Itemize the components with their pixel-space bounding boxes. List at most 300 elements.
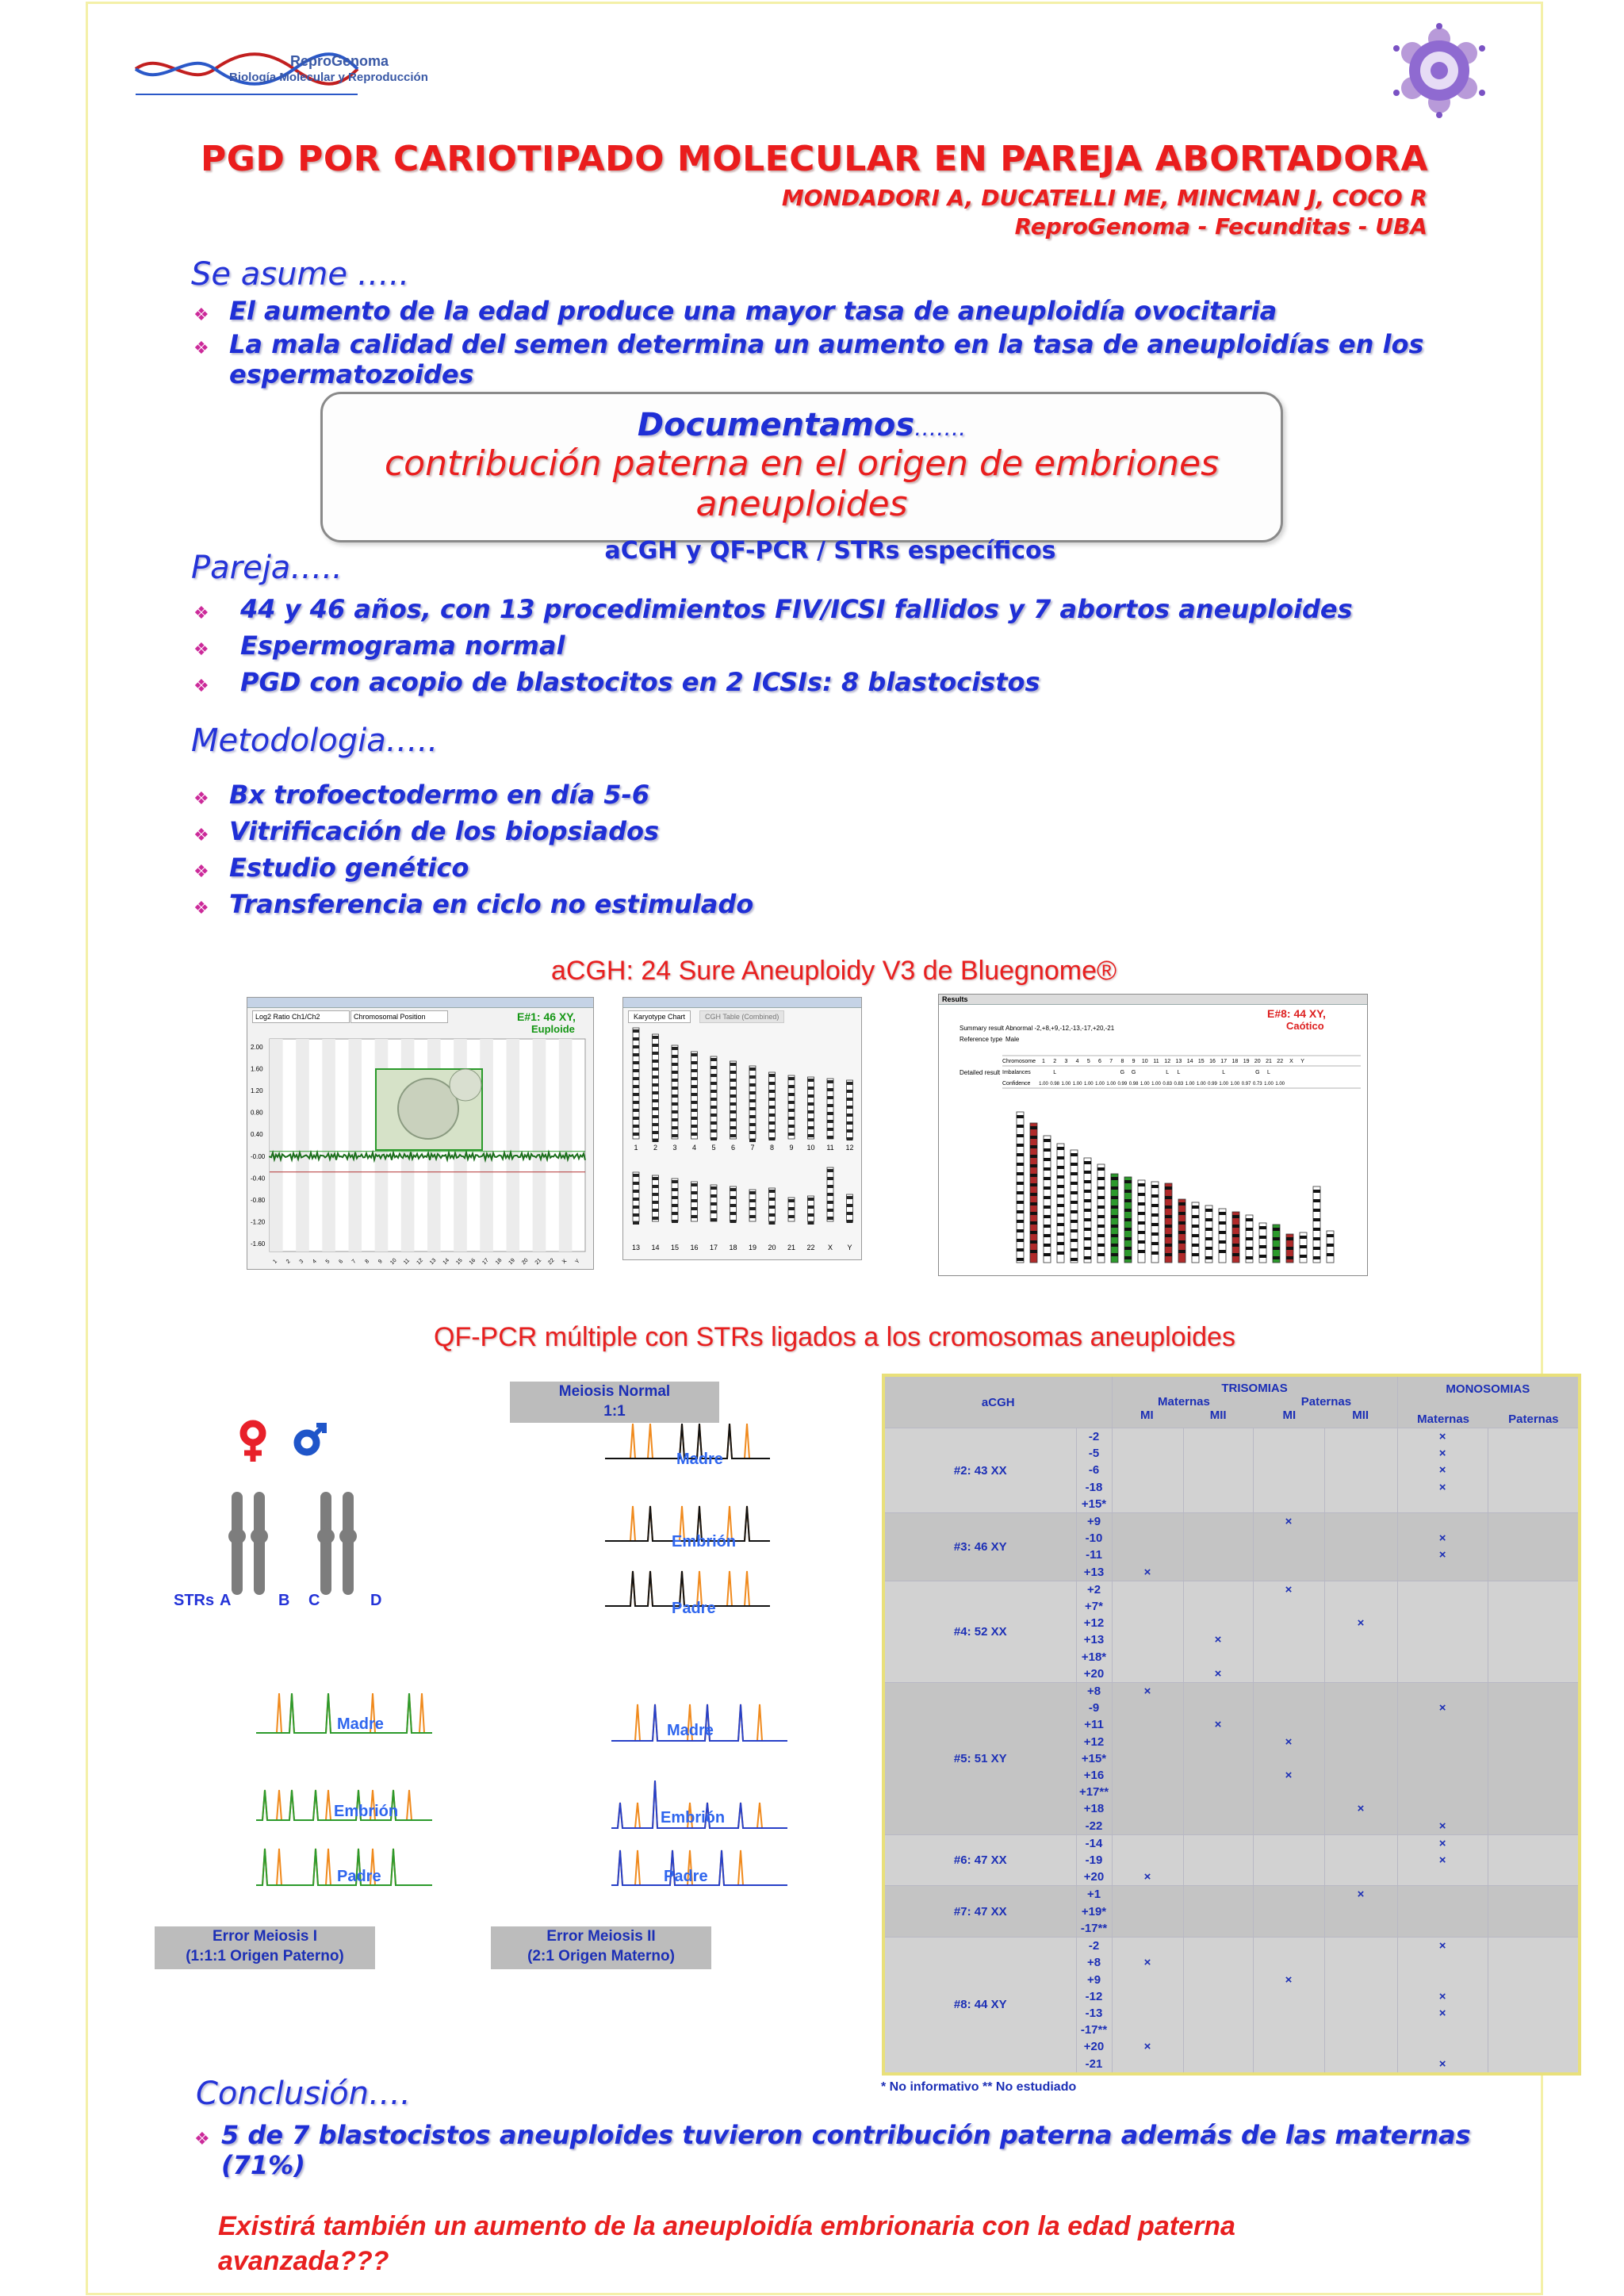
- confidence-value: 0.99: [1208, 1082, 1217, 1087]
- origin-mark: [1488, 1903, 1579, 1920]
- origin-mark: ×: [1285, 1515, 1293, 1529]
- x-tick-label: 3: [298, 1259, 305, 1265]
- chromosome-band: [633, 1085, 639, 1088]
- origin-mark: [1325, 1852, 1397, 1869]
- chromosome-band: [1071, 1229, 1078, 1232]
- chromosome-band: [788, 1207, 795, 1210]
- chromosome-band: [1030, 1126, 1037, 1129]
- chromosome-ideogram: [808, 1077, 814, 1139]
- chromosome-band: [1232, 1215, 1239, 1218]
- origin-mark: [1398, 1784, 1488, 1800]
- origin-mark: [1325, 1445, 1397, 1462]
- origin-mark: [1113, 1479, 1183, 1496]
- chromosome-band: [827, 1169, 833, 1172]
- x-tick-label: 14: [442, 1257, 451, 1267]
- chromosome-band: [672, 1094, 678, 1098]
- chromosome-band: [653, 1217, 659, 1220]
- pipette-icon: [450, 1069, 481, 1101]
- origin-mark: [1184, 1479, 1253, 1496]
- chromosome-band: [1273, 1247, 1280, 1250]
- chromosome-band: [827, 1088, 833, 1091]
- chromosome-band: [710, 1090, 717, 1093]
- chromosome-band: [1084, 1256, 1091, 1259]
- conclusion-question-line1: Existirá también un aumento de la aneuploidía embrionaria con la edad paterna: [218, 2211, 1235, 2241]
- origin-mark: [1488, 2038, 1579, 2055]
- origin-mark: [1113, 1750, 1183, 1767]
- origin-mark: [1184, 2022, 1253, 2038]
- origin-mark: [1325, 1598, 1397, 1615]
- origin-mark: [1488, 1972, 1579, 1988]
- chromosome-band: [730, 1079, 737, 1082]
- pareja-item: 44 y 46 años, con 13 procedimientos FIV/ICSI fallidos y 7 abortos aneuploides: [240, 594, 1353, 624]
- origin-mark: [1488, 1615, 1579, 1631]
- chromosome-band: [788, 1117, 795, 1120]
- x-tick-label: 10: [389, 1257, 398, 1267]
- trace-label-embrion: Embrión: [661, 1809, 726, 1826]
- chromosome-band: [749, 1199, 756, 1202]
- acgh-ratio-panel: [247, 997, 594, 1270]
- confidence-value: 1.00: [1185, 1082, 1195, 1087]
- chromosome-band: [1124, 1256, 1132, 1259]
- chromosome-value: +8: [1086, 1685, 1101, 1699]
- embryo-label: #2: 43 XX: [883, 1428, 1076, 1513]
- origin-mark: [1184, 1869, 1253, 1885]
- poster: [86, 2, 1559, 2295]
- chromosome-band: [296, 1039, 309, 1251]
- chromosome-band: [1192, 1225, 1199, 1228]
- origin-mark: [1488, 2005, 1579, 2022]
- chromosome-band: [691, 1207, 698, 1210]
- origin-mark: ×: [1143, 1956, 1151, 1970]
- origin-mark: [1184, 1852, 1253, 1869]
- origin-cell: [1112, 1683, 1183, 1835]
- chromosome-band: [710, 1202, 717, 1205]
- bullet-icon: ❖: [193, 339, 209, 358]
- table-row: [883, 1428, 1580, 1513]
- header-trisomias-label: TRISOMIAS: [1221, 1382, 1288, 1395]
- chromosome-band: [1097, 1253, 1105, 1256]
- chromosome-band: [1030, 1221, 1037, 1225]
- chromosome-band: [1273, 1237, 1280, 1240]
- ratio-plot: [247, 1029, 593, 1267]
- origin-mark: ×: [1438, 1853, 1446, 1868]
- chromosome-band: [808, 1134, 814, 1137]
- chromosome-band: [672, 1063, 678, 1066]
- subheader-maternas: Maternas: [1157, 1395, 1210, 1409]
- table-row: [883, 1581, 1580, 1682]
- chromosome-band: [847, 1212, 853, 1215]
- chromosome-header: 7: [1109, 1059, 1113, 1064]
- origin-mark: [1325, 1954, 1397, 1971]
- metodologia-item: Vitrificación de los biopsiados: [229, 816, 660, 846]
- chromosome-band: [1124, 1180, 1132, 1183]
- chromosome-band: [1232, 1225, 1239, 1228]
- origin-mark: [1488, 1649, 1579, 1665]
- origin-mark: [1113, 1734, 1183, 1750]
- chromosome-band: [1138, 1231, 1145, 1234]
- callout-line1: [323, 407, 1281, 443]
- origin-mark: [1184, 1835, 1253, 1852]
- confidence-value: 1.00: [1151, 1082, 1161, 1087]
- origin-mark: [1184, 1920, 1253, 1937]
- x-tick-label: 9: [377, 1259, 384, 1265]
- chromosome-value: +9: [1086, 1972, 1101, 1987]
- chromosome-band: [808, 1087, 814, 1090]
- origin-mark: [1325, 1903, 1397, 1920]
- chromosome-value: +16: [1083, 1769, 1105, 1783]
- origin-mark: [1254, 1988, 1324, 2005]
- chromosome-band: [1017, 1229, 1024, 1232]
- callout-documentamos: Documentamos: [637, 407, 915, 443]
- chromosome-band: [1246, 1256, 1253, 1259]
- chromosome-band: [847, 1204, 853, 1207]
- origin-mark: [1254, 1530, 1324, 1547]
- chromosome-band: [1071, 1172, 1078, 1175]
- chromosome-band: [672, 1102, 678, 1106]
- chromosome-values: [1076, 1834, 1112, 1886]
- summary-label: Summary result: [959, 1025, 1005, 1032]
- chromosome-value: +12: [1083, 1734, 1105, 1749]
- chromosome-band: [1165, 1253, 1172, 1256]
- origin-cell: [1253, 1513, 1324, 1581]
- origin-mark: [1325, 1631, 1397, 1648]
- bullet-icon: ❖: [193, 862, 209, 882]
- chromosome-band: [1071, 1248, 1078, 1251]
- chromosome-band: [769, 1205, 776, 1209]
- logo-name: ReproGenoma: [290, 53, 389, 69]
- chromosome-band: [1017, 1248, 1024, 1251]
- chromosome-value: +20: [1083, 1666, 1105, 1681]
- chromosome-band: [1071, 1191, 1078, 1194]
- chromosome-band: [1192, 1215, 1199, 1218]
- chromosome-header: 3: [1064, 1059, 1068, 1064]
- chromosome-band: [749, 1068, 756, 1071]
- bullet-icon: ❖: [193, 677, 209, 696]
- chromosome-band: [827, 1217, 833, 1220]
- chromosome-band: [672, 1079, 678, 1082]
- chromosome-band: [1057, 1213, 1064, 1217]
- origin-mark: [1254, 2056, 1324, 2072]
- origin-mark: [1398, 1903, 1488, 1920]
- confidence-value: 0.99: [1117, 1082, 1128, 1087]
- origin-mark: [1254, 1700, 1324, 1716]
- imbalance-value: G: [1255, 1070, 1260, 1075]
- origin-mark: [1184, 1938, 1253, 1954]
- str-letter-b: B: [278, 1592, 290, 1609]
- origin-mark: [1184, 1615, 1253, 1631]
- chromosome-band: [1259, 1226, 1266, 1229]
- origin-mark: ×: [1285, 1769, 1293, 1783]
- chromosome-band: [691, 1069, 698, 1072]
- chromosome-band: [788, 1077, 795, 1080]
- chromosome-label: 5: [711, 1144, 716, 1152]
- chromosome-band: [270, 1039, 283, 1251]
- aneuploidy-origin-table: [882, 1374, 1581, 2076]
- embryo-label: #4: 52 XX: [883, 1581, 1076, 1682]
- chromosome-band: [1111, 1196, 1118, 1199]
- chromosome-band: [847, 1090, 853, 1093]
- origin-cell: [1253, 1834, 1324, 1886]
- origin-mark: [1184, 1462, 1253, 1478]
- meiosis-normal-ratio: 1:1: [603, 1403, 626, 1420]
- chromosome-band: [827, 1177, 833, 1180]
- logo-subtitle: Biología Molecular y Reproducción: [229, 71, 428, 84]
- origin-mark: [1113, 1818, 1183, 1834]
- chromosome-band: [1165, 1234, 1172, 1237]
- chromosome-band: [633, 1198, 639, 1201]
- position-dropdown[interactable]: Chromosomal Position: [350, 1010, 448, 1023]
- chromosome-band: [691, 1053, 698, 1056]
- chromosome-band: [1313, 1247, 1320, 1250]
- origin-mark: [1398, 1564, 1488, 1581]
- imbalance-value: L: [1177, 1070, 1181, 1075]
- karyotype-panel: [622, 997, 862, 1260]
- x-tick-label: 1: [272, 1259, 279, 1265]
- origin-cell: [1324, 1428, 1397, 1513]
- origin-mark: [1398, 1800, 1488, 1817]
- chromosome-band: [730, 1071, 737, 1074]
- origin-mark: [1325, 1530, 1397, 1547]
- col-mii: MII: [1352, 1409, 1369, 1422]
- chromosome-band: [730, 1118, 737, 1121]
- chromosome-band: [710, 1186, 717, 1190]
- chromosome-band: [1057, 1194, 1064, 1198]
- chromosome-band: [710, 1210, 717, 1213]
- confidence-value: 1.00: [1106, 1082, 1116, 1087]
- chromosome-band: [633, 1221, 639, 1225]
- origin-mark: [1398, 1869, 1488, 1885]
- origin-mark: [1113, 1428, 1183, 1445]
- acgh-result-class: Euploide: [531, 1023, 575, 1035]
- chromosome-band: [1084, 1209, 1091, 1212]
- chromosome-band: [847, 1196, 853, 1199]
- y-tick-label: 0.40: [251, 1131, 263, 1139]
- chromosome-band: [1111, 1205, 1118, 1209]
- blastocyst-icon: [398, 1079, 458, 1139]
- origin-mark: [1398, 1683, 1488, 1700]
- origin-mark: [1184, 1784, 1253, 1800]
- origin-cell: [1183, 1938, 1253, 2074]
- origin-mark: [1488, 1734, 1579, 1750]
- chromosome-band: [633, 1077, 639, 1080]
- origin-mark: [1184, 2056, 1253, 2072]
- origin-mark: [1325, 1784, 1397, 1800]
- chromosome-band: [1313, 1237, 1320, 1240]
- chromosome-band: [1205, 1247, 1212, 1250]
- chromosome-header: 1: [1042, 1059, 1045, 1064]
- chromosome-label: 20: [768, 1244, 776, 1251]
- electropherogram-traces: [88, 1424, 881, 1899]
- chromosome-band: [710, 1066, 717, 1069]
- chromosome-band: [691, 1077, 698, 1080]
- chromosome-band: [1151, 1213, 1159, 1217]
- chromosome-band: [1246, 1228, 1253, 1231]
- origin-mark: [1325, 1767, 1397, 1784]
- acgh-heading: aCGH: 24 Sure Aneuploidy V3 de Bluegnome®: [551, 956, 1117, 986]
- origin-cell: [1397, 1428, 1488, 1513]
- origin-mark: [1184, 1513, 1253, 1530]
- chromosome-label: 4: [691, 1144, 697, 1152]
- chromosome-band: [769, 1098, 776, 1101]
- chromosome-band: [769, 1137, 776, 1140]
- origin-mark: [1488, 1869, 1579, 1885]
- origin-mark: [1184, 1445, 1253, 1462]
- origin-mark: ×: [1357, 1802, 1365, 1816]
- bullet-icon: ❖: [194, 2129, 210, 2149]
- chromosome-band: [1111, 1186, 1118, 1190]
- tab-cgh-table[interactable]: CGH Table (Combined): [699, 1010, 784, 1023]
- origin-mark: [1254, 1615, 1324, 1631]
- chromosome-band: [1097, 1205, 1105, 1209]
- origin-mark: [1398, 1716, 1488, 1733]
- chromosome-band: [1057, 1175, 1064, 1179]
- chromosome-band: [1205, 1237, 1212, 1240]
- chromosome-band: [1044, 1234, 1051, 1237]
- origin-cell: [1112, 1886, 1183, 1938]
- chromosome-band: [1044, 1253, 1051, 1256]
- chromosome-band: [1111, 1234, 1118, 1237]
- chromosome-band: [749, 1207, 756, 1210]
- origin-mark: [1254, 1479, 1324, 1496]
- error-meiosis-ii-title: Error Meiosis II: [546, 1928, 656, 1945]
- origin-mark: [1488, 1800, 1579, 1817]
- chromosome-band: [769, 1190, 776, 1193]
- origin-mark: [1184, 2005, 1253, 2022]
- trace-label-madre: Madre: [337, 1715, 384, 1733]
- chromosome-band: [1084, 1218, 1091, 1221]
- origin-cell: [1253, 1886, 1324, 1938]
- origin-mark: [1254, 1547, 1324, 1563]
- chromosome-band: [730, 1212, 737, 1215]
- chromosome-band: [827, 1096, 833, 1099]
- chromosome-band: [847, 1121, 853, 1125]
- chromosome-band: [1084, 1171, 1091, 1174]
- ratio-dropdown[interactable]: Log2 Ratio Ch1/Ch2: [252, 1010, 350, 1023]
- origin-cell: [1324, 1683, 1397, 1835]
- chromosome-band: [691, 1061, 698, 1064]
- origin-mark: [1398, 1920, 1488, 1937]
- chromosome-band: [1259, 1236, 1266, 1239]
- chromosome-header: 19: [1243, 1059, 1250, 1064]
- chromosome-band: [710, 1082, 717, 1085]
- origin-mark: [1113, 1767, 1183, 1784]
- origin-mark: ×: [1285, 1972, 1293, 1987]
- chromosome-band: [710, 1098, 717, 1101]
- chromosome-band: [769, 1090, 776, 1093]
- chromosome-value: +19*: [1081, 1904, 1107, 1918]
- chromosome-value: +13: [1083, 1633, 1105, 1647]
- chromosome-band: [633, 1069, 639, 1072]
- origin-mark: [1184, 1972, 1253, 1988]
- origin-mark: [1488, 1496, 1579, 1512]
- error-meiosis-ii-subtitle: (2:1 Origen Materno): [527, 1948, 675, 1964]
- origin-mark: [1254, 1835, 1324, 1852]
- origin-mark: [1254, 2022, 1324, 2038]
- chromosome-band: [1017, 1144, 1024, 1147]
- origin-mark: [1398, 1598, 1488, 1615]
- chromosome-band: [1084, 1161, 1091, 1164]
- origin-mark: [1184, 1767, 1253, 1784]
- origin-mark: [1184, 1903, 1253, 1920]
- imbalance-value: L: [1166, 1070, 1170, 1075]
- tab-karyotype-chart[interactable]: Karyotype Chart: [628, 1010, 691, 1023]
- chromosome-band: [1165, 1244, 1172, 1247]
- chromosome-band: [1097, 1177, 1105, 1180]
- chromosome-header: 15: [1197, 1059, 1205, 1064]
- origin-cell: [1183, 1428, 1253, 1513]
- confidence-value: 1.00: [1196, 1082, 1206, 1087]
- chromosome-band: [672, 1055, 678, 1058]
- origin-mark: [1113, 1445, 1183, 1462]
- chromosome-label: 18: [729, 1244, 737, 1251]
- origin-mark: [1184, 1954, 1253, 1971]
- origin-mark: [1113, 1800, 1183, 1817]
- chromosome-band: [1071, 1220, 1078, 1223]
- chromosome-band: [1030, 1250, 1037, 1253]
- origin-mark: [1398, 1750, 1488, 1767]
- imbalance-value: G: [1131, 1070, 1136, 1075]
- chromosome-band: [1044, 1205, 1051, 1209]
- chromosome-band: [1124, 1228, 1132, 1231]
- origin-mark: [1254, 1598, 1324, 1615]
- origin-mark: [1113, 1716, 1183, 1733]
- chromosome-band: [1232, 1234, 1239, 1237]
- chromosome-band: [1071, 1153, 1078, 1156]
- origin-mark: ×: [1143, 1565, 1151, 1579]
- origin-mark: [1184, 1988, 1253, 2005]
- chromosome-header: 12: [1164, 1059, 1171, 1064]
- y-tick-label: -0.00: [251, 1152, 266, 1160]
- origin-mark: [1254, 1665, 1324, 1682]
- chromosome-band: [788, 1133, 795, 1136]
- chromosome-band: [827, 1136, 833, 1139]
- chromosome-band: [653, 1177, 659, 1180]
- origin-mark: [1254, 1462, 1324, 1478]
- chromosome-band: [827, 1193, 833, 1196]
- conclusion-heading: Conclusión….: [196, 2076, 411, 2112]
- confidence-value: 1.00: [1264, 1082, 1274, 1087]
- chromosome-band: [769, 1074, 776, 1077]
- pareja-heading: Pareja…..: [191, 550, 343, 586]
- chromosome-band: [1097, 1196, 1105, 1199]
- chromosome-band: [1327, 1253, 1334, 1256]
- chromosome-band: [1030, 1193, 1037, 1196]
- chromosome-ideogram: [1205, 1205, 1212, 1263]
- bullet-icon: ❖: [193, 640, 209, 660]
- origin-mark: [1184, 1734, 1253, 1750]
- origin-mark: [1184, 1530, 1253, 1547]
- origin-mark: [1325, 1835, 1397, 1852]
- origin-mark: [1398, 1496, 1488, 1512]
- origin-mark: [1254, 1869, 1324, 1885]
- origin-mark: [1325, 1818, 1397, 1834]
- results-table: [1002, 1055, 1361, 1094]
- x-tick-label: 21: [534, 1257, 543, 1267]
- origin-mark: ×: [1438, 1531, 1446, 1546]
- origin-mark: [1184, 2038, 1253, 2055]
- chromosome-band: [1097, 1225, 1105, 1228]
- chromosome-band: [1017, 1134, 1024, 1137]
- results-karyotype: [939, 1104, 1367, 1274]
- chromosome-header: 10: [1141, 1059, 1148, 1064]
- chromosome-band: [653, 1083, 659, 1087]
- chromosome-value: -11: [1086, 1548, 1102, 1562]
- origin-cell: [1397, 1513, 1488, 1581]
- chromosome-band: [769, 1129, 776, 1133]
- chromosome-band: [1178, 1212, 1185, 1215]
- chromosome-band: [672, 1126, 678, 1129]
- chromosome-band: [1124, 1209, 1132, 1212]
